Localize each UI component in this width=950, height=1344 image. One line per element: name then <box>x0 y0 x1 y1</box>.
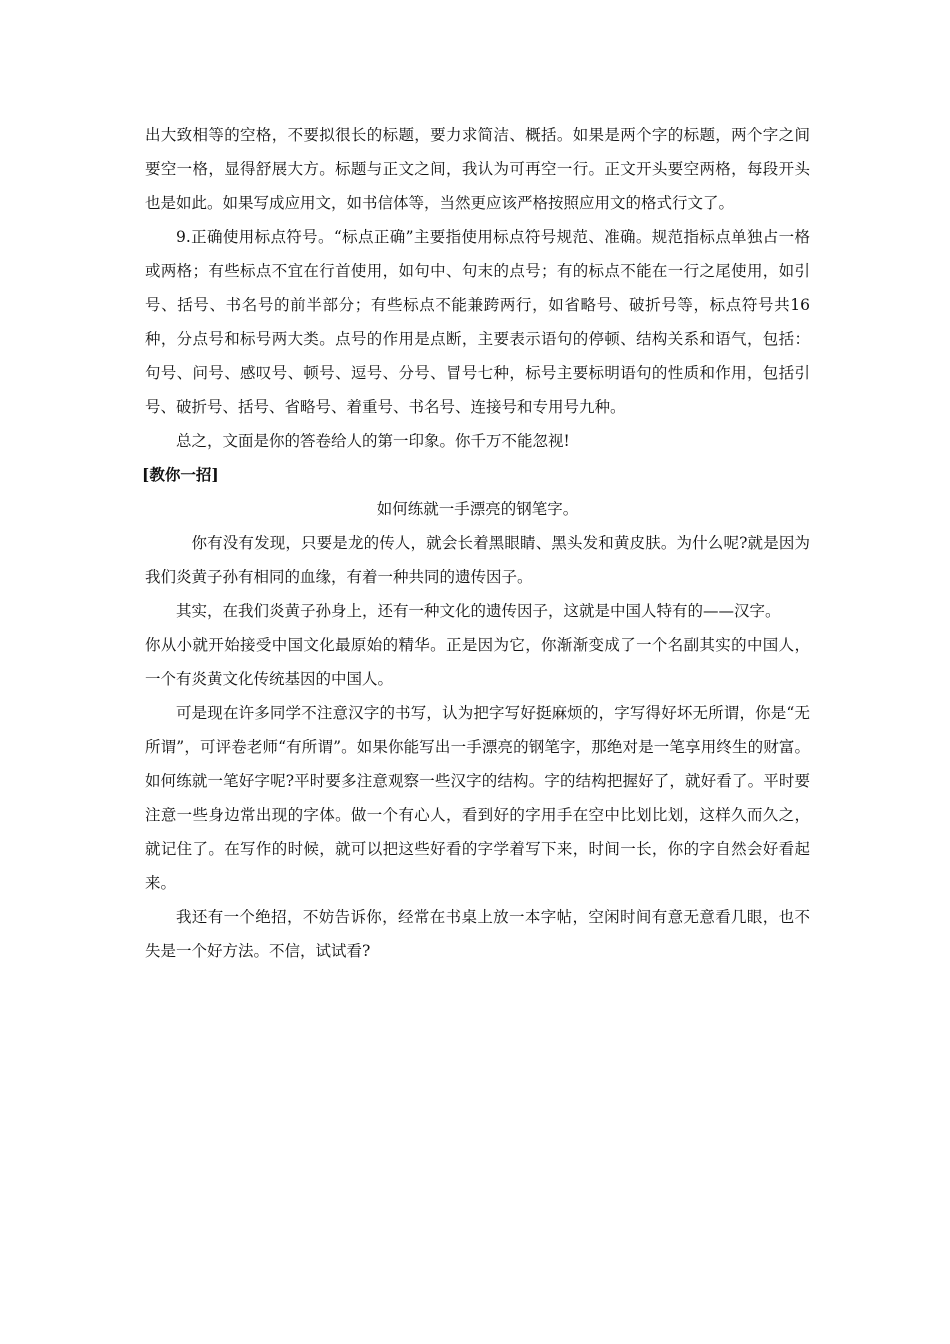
paragraph-punctuation: 9.正确使用标点符号。“标点正确”主要指使用标点符号规范、准确。规范指标点单独占一格或两格；有些标点不宜在行首使用，如句中、句末的点号；有的标点不能在一行之尾使用，如引号、括号、书名号的前半部分；有些标点不能兼跨两行，如省略号、破折号等，标点符号共16种，分点号和标号两大类。点号的作用是点断，主要表示语句的停顿、结构关系和语气，包括：句号、问号、感叹号、顿号、逗号、分号、冒号七种，标号主要标明语句的性质和作用，包括引号、破折号、括号、省略号、着重号、书名号、连接号和专用号九种。 <box>145 228 810 416</box>
paragraph-chinese-characters: 其实，在我们炎黄子孙身上，还有一种文化的遗传因子，这就是中国人特有的——汉字。 <box>176 602 781 620</box>
paragraph-chinese-culture: 你从小就开始接受中国文化最原始的精华。正是因为它，你渐渐变成了一个名副其实的中国人，一个有炎黄文化传统基因的中国人。 <box>145 636 810 688</box>
section-heading: [教你一招] <box>142 465 219 484</box>
paragraph-title-format: 出大致相等的空格，不要拟很长的标题，要力求简洁、概括。如果是两个字的标题，两个字之间要空一格，显得舒展大方。标题与正文之间，我认为可再空一行。正文开头要空两格，每段开头也是如此。如果写成应用文，如书信体等，当然更应该严格按照应用文的格式行文了。 <box>145 126 810 212</box>
paragraph-copybook-tip: 我还有一个绝招，不妨告诉你，经常在书桌上放一本字帖，空闲时间有意无意看几眼，也不失是一个好方法。不信，试试看? <box>145 908 810 960</box>
paragraph-handwriting-advice: 可是现在许多同学不注意汉字的书写，认为把字写好挺麻烦的，字写得好坏无所谓，你是“无所谓”，可评卷老师“有所谓”。如果你能写出一手漂亮的钢笔字，那绝对是一笔享用终生的财富。如何练就一笔好字呢?平时要多注意观察一些汉字的结构。字的结构把握好了，就好看了。平时要注意一些身边常出现的字体。做一个有心人，看到好的字用手在空中比划比划，这样久而久之，就记住了。在写作的时候，就可以把这些好看的字学着写下来，时间一长，你的字自然会好看起来。 <box>145 704 810 892</box>
article-title: 如何练就一手漂亮的钢笔字。 <box>376 500 579 518</box>
document-page <box>142 118 810 968</box>
paragraph-summary: 总之，文面是你的答卷给人的第一印象。你千万不能忽视! <box>176 432 570 450</box>
paragraph-dragon-descendants: 你有没有发现，只要是龙的传人，就会长着黑眼睛、黑头发和黄皮肤。为什么呢?就是因为我们炎黄子孙有相同的血缘，有着一种共同的遗传因子。 <box>145 534 810 586</box>
